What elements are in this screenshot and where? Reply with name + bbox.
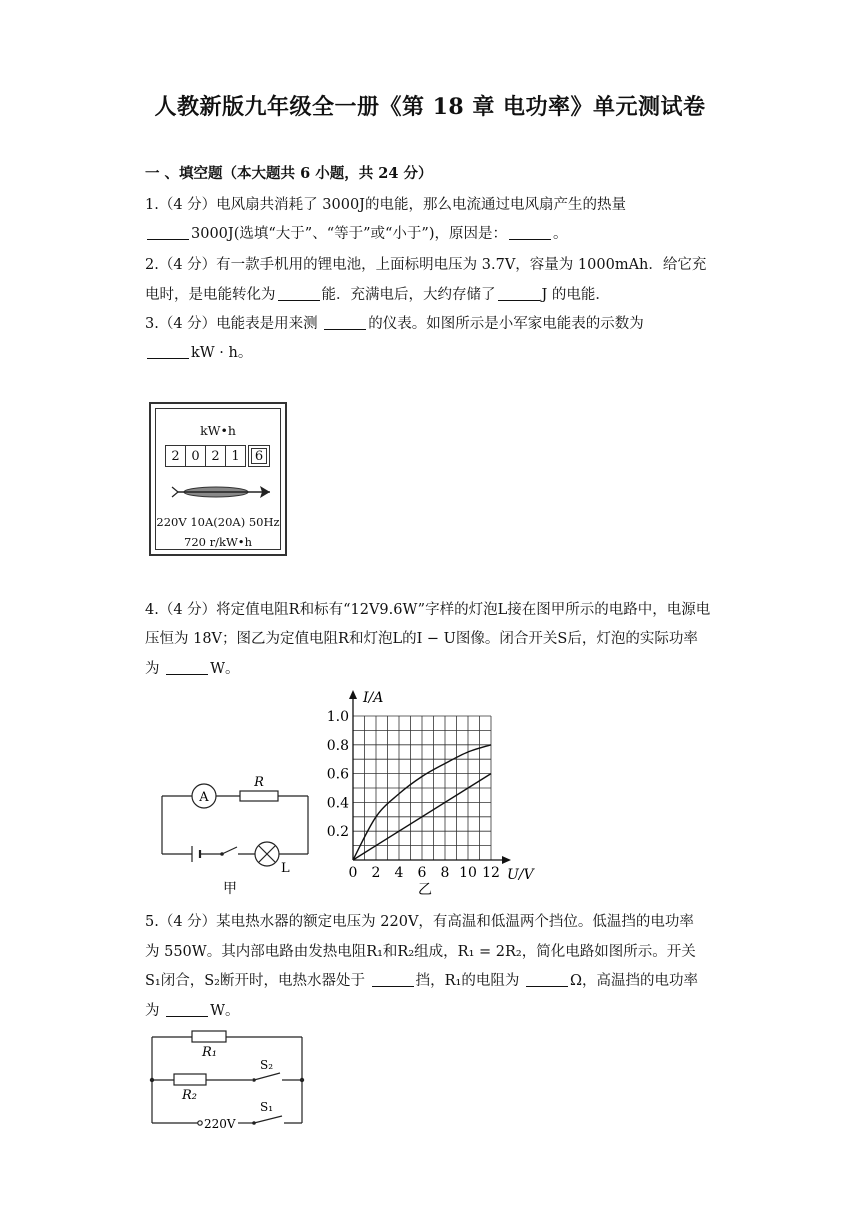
q5-line3: S₁闭合，S₂断开时，电热水器处于 挡，R₁的电阻为 Ω，高温挡的电功率 xyxy=(145,973,698,989)
answer-blank[interactable] xyxy=(526,972,568,987)
meter-unit: kW•h xyxy=(200,423,236,438)
energy-meter-figure xyxy=(149,402,287,556)
chart-grid xyxy=(353,716,491,860)
q2-line2: 电时，是电能转化为 能．充满电后，大约存储了 J 的电能． xyxy=(145,287,610,303)
r2-label: R₂ xyxy=(182,1088,197,1103)
q4-line1: 4.（4 分）将定值电阻R和标有“12V9.6W”字样的灯泡L接在图甲所示的电路中，电源电 xyxy=(145,602,711,618)
q1-line2: 3000J(选填“大于”、“等于”或“小于”)，原因是： 。 xyxy=(145,222,568,243)
figure-caption-jia: 甲 xyxy=(223,881,237,897)
answer-blank[interactable] xyxy=(278,286,320,301)
lamp-label: L xyxy=(281,861,290,876)
answer-blank[interactable] xyxy=(166,1002,208,1017)
y-tick-label: 0.8 xyxy=(326,737,349,754)
meter-digit: 0 xyxy=(185,445,206,467)
x-tick-label: 12 xyxy=(482,865,500,881)
y-axis-label: I/A xyxy=(363,690,384,706)
section-heading: 一 、填空题（本大题共 6 小题，共 24 分） xyxy=(145,165,433,182)
water-heater-circuit xyxy=(144,1025,314,1135)
rotating-disc-icon xyxy=(170,481,280,503)
q2-line1: 2.（4 分）有一款手机用的锂电池，上面标明电压为 3.7V，容量为 1000mAh．给它充 xyxy=(145,257,707,273)
x-axis-arrow-icon xyxy=(502,856,511,864)
y-axis-arrow-icon xyxy=(349,690,357,699)
junction-dot xyxy=(150,1078,154,1082)
answer-blank[interactable] xyxy=(166,660,208,675)
meter-spec-constant: 720 r/kW•h xyxy=(184,535,252,549)
resistor-r2-icon xyxy=(174,1074,206,1085)
meter-digit: 1 xyxy=(225,445,246,467)
y-tick-label: 0.2 xyxy=(326,824,349,841)
r1-label: R₁ xyxy=(202,1045,217,1060)
x-tick-label: 8 xyxy=(440,865,450,881)
answer-blank[interactable] xyxy=(324,315,366,330)
iu-graph xyxy=(318,688,543,898)
terminal-icon xyxy=(198,1121,202,1125)
x-tick-label: 2 xyxy=(371,865,381,881)
ammeter-label: A xyxy=(199,790,209,805)
s2-label: S₂ xyxy=(260,1058,274,1072)
y-tick-label: 0.4 xyxy=(326,795,349,812)
q5-line4: 为 W。 xyxy=(145,1003,240,1019)
junction-dot xyxy=(300,1078,304,1082)
x-axis-label: U/V xyxy=(507,867,534,883)
meter-spec-rating: 220V 10A(20A) 50Hz xyxy=(156,515,280,529)
q1-line1: 1.（4 分）电风扇共消耗了 3000J的电能，那么电流通过电风扇产生的热量 xyxy=(145,197,626,213)
y-tick-label: 1.0 xyxy=(326,709,349,725)
q3-line2: kW · h。 xyxy=(145,341,252,362)
q4-line2: 压恒为 18V；图乙为定值电阻R和灯泡L的I − U图像。闭合开关S后，灯泡的实际功率 xyxy=(145,631,698,647)
figure-caption-yi: 乙 xyxy=(418,882,432,898)
answer-blank[interactable] xyxy=(147,225,189,240)
answer-blank[interactable] xyxy=(147,344,189,359)
x-tick-label: 0 xyxy=(348,865,358,881)
resistor-icon xyxy=(240,791,278,801)
q3-line1: 3.（4 分）电能表是用来测 的仪表。如图所示是小军家电能表的示数为 xyxy=(145,316,644,332)
x-tick-label: 10 xyxy=(459,865,477,881)
circuit-diagram-jia xyxy=(150,768,320,898)
answer-blank[interactable] xyxy=(372,972,414,987)
page-title: 人教新版九年级全一册《第 18 章 电功率》单元测试卷 xyxy=(154,94,706,120)
x-tick-label: 6 xyxy=(417,865,427,881)
q4-line3: 为 W。 xyxy=(145,661,240,677)
meter-digits xyxy=(166,445,270,467)
s1-label: S₁ xyxy=(260,1100,274,1114)
meter-digit: 2 xyxy=(165,445,186,467)
meter-digit: 2 xyxy=(205,445,226,467)
q5-line2: 为 550W。其内部电路由发热电阻R₁和R₂组成，R₁ = 2R₂，简化电路如图所示。开关 xyxy=(145,944,696,960)
resistor-label: R xyxy=(254,775,264,790)
source-label: 220V xyxy=(204,1117,236,1131)
q5-line1: 5.（4 分）某电热水器的额定电压为 220V，有高温和低温两个挡位。低温挡的电功率 xyxy=(145,914,694,930)
answer-blank[interactable] xyxy=(498,286,540,301)
answer-blank[interactable] xyxy=(509,225,551,240)
y-tick-label: 0.6 xyxy=(326,766,349,783)
meter-digit-decimal: 6 xyxy=(248,445,270,467)
x-tick-label: 4 xyxy=(394,865,404,881)
resistor-r1-icon xyxy=(192,1031,226,1042)
